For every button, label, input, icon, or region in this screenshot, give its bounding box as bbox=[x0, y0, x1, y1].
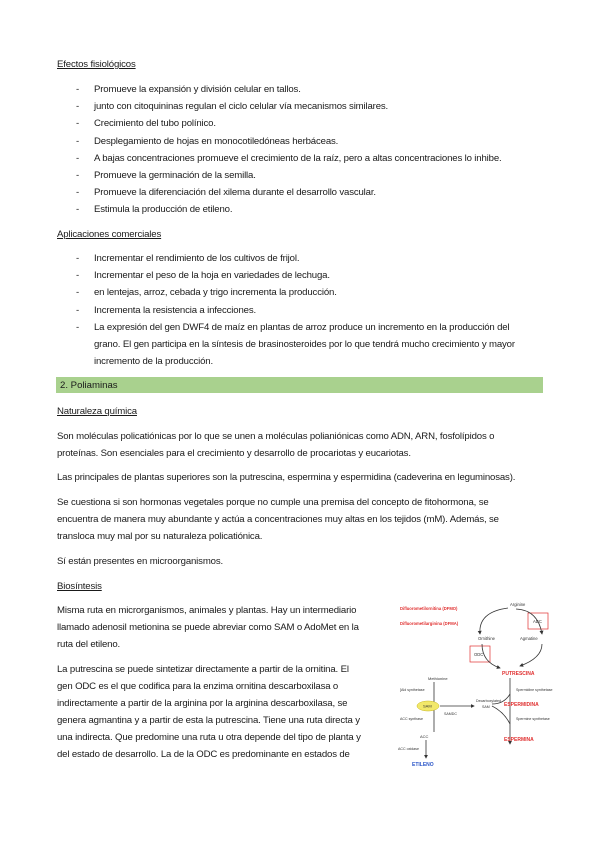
paragraph-line: Sí están presentes en microorganismos. bbox=[57, 556, 224, 567]
paragraph-line: indirectamente a partir de la arginina por la arginina descarboxilasa, se bbox=[57, 698, 348, 709]
list-item: Promueve la germinación de la semilla. bbox=[94, 170, 256, 181]
list-bullet: - bbox=[76, 253, 80, 264]
dfma-label: Difluorometilarginina (DFMA) bbox=[400, 621, 459, 626]
acc-synthase-label: ACC synthase bbox=[400, 717, 423, 721]
banner-title: 2. Poliaminas bbox=[60, 380, 118, 391]
paragraph-line: Misma ruta en microrganismos, animales y plantas. Hay un intermediario bbox=[57, 605, 357, 616]
list-item: Incrementar el peso de la hoja en variedades de lechuga. bbox=[94, 270, 330, 282]
putrescina-label: PUTRESCINA bbox=[502, 671, 535, 677]
spermine-synthetase-label: Spermine synthetase bbox=[516, 717, 550, 721]
paragraph-line: ruta del etileno. bbox=[57, 639, 121, 650]
paragraph-line: Se cuestiona si son hormonas vegetales porque no cumple una premisa del concepto de fitohormona, se bbox=[57, 497, 489, 508]
paragraph-line: genera agmantina y a partir de esta la putrescina. Tiene una ruta directa y bbox=[57, 715, 360, 726]
list-item: junto con citoquininas regulan el ciclo celular vía mecanismos similares. bbox=[94, 101, 389, 113]
dfmo-label: Difluorometilornitina (DFMO) bbox=[400, 606, 458, 611]
dcsam-label: SAM bbox=[482, 705, 490, 709]
ornithine-putrescine-arrow bbox=[482, 644, 500, 668]
list-item: Crecimiento del tubo polínico. bbox=[94, 118, 216, 130]
paragraph-line: transloca muy mal por su naturaleza policatiónica. bbox=[57, 531, 263, 542]
odc-label: ODC bbox=[474, 652, 484, 657]
paragraph-line: proteínas. Son esenciales para el crecimiento y desarrollo de procariotas y eucariotas. bbox=[57, 448, 411, 459]
list-item: en lentejas, arroz, cebada y trigo incrementa la producción. bbox=[94, 287, 337, 299]
list-bullet: - bbox=[76, 84, 80, 95]
espermidina-label: ESPERMIDINA bbox=[504, 702, 539, 708]
section-banner bbox=[56, 377, 543, 393]
list-item-line: La expresión del gen DWF4 de maíz en plantas de arroz produce un incremento en la producción del bbox=[94, 322, 510, 333]
section-heading-naturaleza: Naturaleza química bbox=[57, 406, 137, 417]
decarboxylated-label: Decarboxylated bbox=[476, 699, 501, 703]
etileno-label: ETILENO bbox=[412, 762, 434, 768]
paragraph-line: Son moléculas policatiónicas por lo que se unen a moléculas polianiónicas como ADN, ARN, fosfolípidos o bbox=[57, 431, 495, 442]
list-bullet: - bbox=[76, 135, 80, 147]
list-bullet: - bbox=[76, 304, 80, 316]
polyamine-pathway-diagram bbox=[370, 598, 585, 768]
list-bullet: - bbox=[76, 287, 80, 299]
list-bullet: - bbox=[76, 101, 80, 113]
list-item: Incrementar el rendimiento de los cultivos de frijol. bbox=[94, 253, 300, 264]
ornithine-label: Ornithine bbox=[478, 636, 495, 641]
list-bullet: - bbox=[76, 170, 80, 181]
list-item: Estimula la producción de etileno. bbox=[94, 204, 233, 216]
arginine-label: Arginine bbox=[510, 602, 526, 607]
list-item-line: grano. El gen participa en la síntesis de brasinosteroides por lo que tendrá mucho crecimiento y mayor bbox=[94, 339, 515, 350]
section-heading-biosintesis: Biosíntesis bbox=[57, 581, 102, 592]
spermidine-synthetase-label: Spermidine synthetase bbox=[516, 688, 553, 692]
acc-label: ACC bbox=[420, 734, 429, 739]
paragraph-line: encuentra de manera muy abundante y actúa a concentraciones muy altas en los tejidos (mM). Además, se bbox=[57, 514, 499, 525]
atp-synthetase-label: [Ald synthetase bbox=[400, 688, 425, 692]
list-bullet: - bbox=[76, 270, 80, 282]
arginine-ornithine-arrow bbox=[480, 608, 508, 634]
paragraph-line: una indirecta. Que predomine una ruta u otra depende del tipo de planta y bbox=[57, 732, 361, 743]
methionine-label: Methionine bbox=[428, 676, 448, 681]
section-heading-aplicaciones: Aplicaciones comerciales bbox=[57, 229, 162, 240]
list-bullet: - bbox=[76, 187, 80, 199]
list-item: Incrementa la resistencia a infecciones. bbox=[94, 304, 256, 316]
acc-oxidase-label: ACC oxidase bbox=[398, 747, 419, 751]
list-bullet: - bbox=[76, 152, 80, 164]
samdc-label: SAMDC bbox=[444, 712, 457, 716]
paragraph-line: Las principales de plantas superiores son la putrescina, espermina y espermidina (cadeverina en leguminosas). bbox=[57, 472, 516, 483]
sam-label: SAM bbox=[423, 703, 432, 709]
list-item: Promueve la expansión y división celular en tallos. bbox=[94, 84, 301, 95]
list-item: A bajas concentraciones promueve el crecimiento de la raíz, pero a altas concentraciones lo inhibe. bbox=[94, 152, 502, 164]
adc-label: ADC bbox=[533, 619, 542, 624]
list-item: Desplegamiento de hojas en monocotiledóneas herbáceas. bbox=[94, 135, 339, 147]
list-item: Promueve la diferenciación del xilema durante el desarrollo vascular. bbox=[94, 187, 376, 199]
list-item-line: incremento de la producción. bbox=[94, 356, 213, 367]
espermina-label: ESPERMINA bbox=[504, 737, 534, 743]
list-bullet: - bbox=[76, 204, 80, 216]
agmatine-label: Agmatine bbox=[520, 636, 538, 641]
paragraph-line: del estado de desarrollo. La de la ODC es predominante en estados de bbox=[57, 749, 350, 760]
dcsam-to-spermine-link bbox=[492, 706, 510, 724]
paragraph-line: gen ODC es el que codifica para la enzima ornitina descarboxilasa o bbox=[57, 681, 339, 692]
section-heading-efectos: Efectos fisiológicos bbox=[57, 59, 136, 70]
paragraph-line: llamado adenosil metionina se puede abreviar como SAM o AdoMet en la bbox=[57, 622, 359, 633]
agmatine-putrescine-arrow bbox=[520, 644, 542, 666]
list-bullet: - bbox=[76, 118, 80, 130]
paragraph-line: La putrescina se puede sintetizar directamente a partir de la ornitina. El bbox=[57, 664, 349, 675]
list-bullet: - bbox=[76, 322, 80, 333]
